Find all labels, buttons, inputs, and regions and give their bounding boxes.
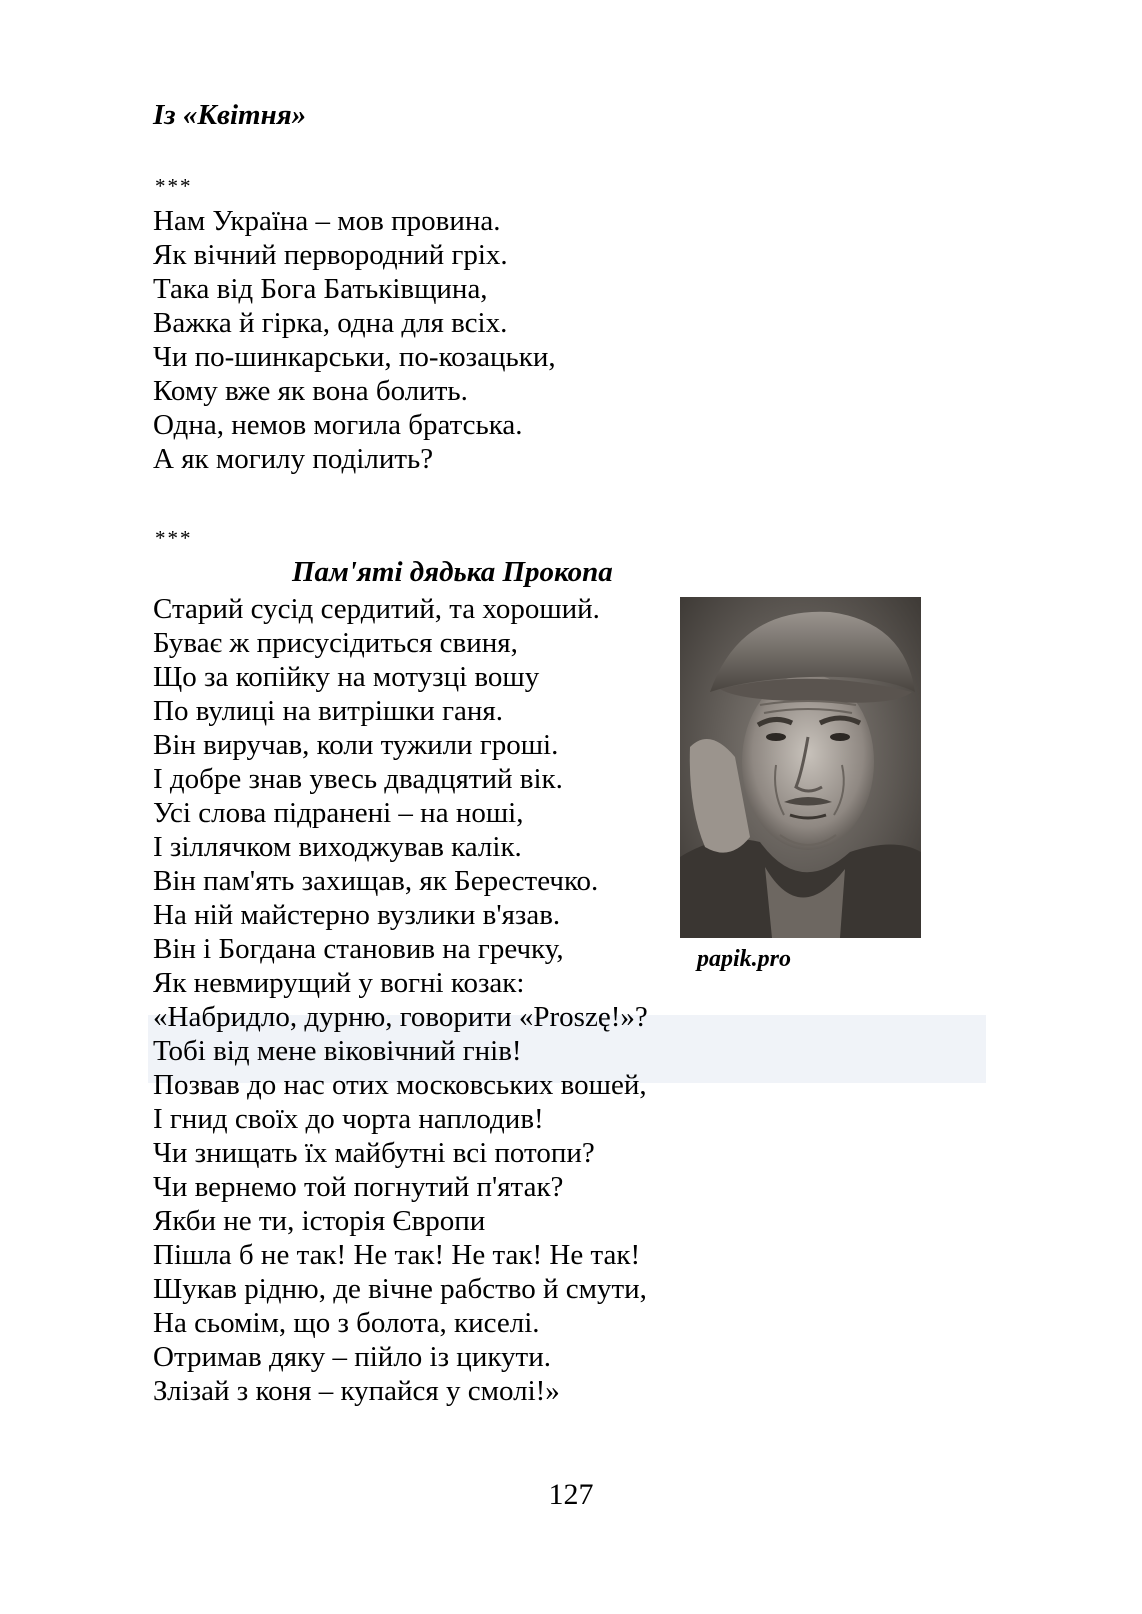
poem-line: Якби не ти, історія Європи bbox=[153, 1205, 486, 1237]
poem-title: Пам'яті дядька Прокопа bbox=[292, 556, 613, 588]
poem-line: Усі слова підранені – на ноші, bbox=[153, 797, 524, 829]
poem-line: Нам Україна – мов провина. bbox=[153, 205, 501, 237]
poem-line: Злізай з коня – купайся у смолі!» bbox=[153, 1375, 560, 1407]
poem-line: На сьомім, що з болота, киселі. bbox=[153, 1307, 540, 1339]
poem-line: Він пам'ять захищав, як Берестечко. bbox=[153, 865, 599, 897]
poem-line: «Набридло, дурню, говорити «Proszę!»? bbox=[153, 1001, 648, 1033]
poem-line: Що за копійку на мотузці вошу bbox=[153, 661, 540, 693]
poem-line: Чи знищать їх майбутні всі потопи? bbox=[153, 1137, 595, 1169]
poem-line: Старий сусід сердитий, та хороший. bbox=[153, 593, 600, 625]
poem-line: Чи по-шинкарськи, по-козацьки, bbox=[153, 341, 556, 373]
poem-line: Одна, немов могила братська. bbox=[153, 409, 523, 441]
poem-line: Шукав рідню, де вічне рабство й смути, bbox=[153, 1273, 647, 1305]
poem-line: Він і Богдана становив на гречку, bbox=[153, 933, 564, 965]
poem-line: По вулиці на витрішки ганя. bbox=[153, 695, 503, 727]
poem-line: Як невмирущий у вогні козак: bbox=[153, 967, 525, 999]
poem-line: А як могилу поділить? bbox=[153, 443, 434, 475]
poem-1 bbox=[153, 204, 556, 476]
poem-line: Тобі від мене віковічний гнів! bbox=[153, 1035, 522, 1067]
portrait-photo bbox=[680, 597, 921, 938]
poem-line: Така від Бога Батьківщина, bbox=[153, 273, 488, 305]
poem-line: Він виручав, коли тужили гроші. bbox=[153, 729, 559, 761]
separator-stars: *** bbox=[155, 526, 193, 550]
poem-line: Важка й гірка, одна для всіх. bbox=[153, 307, 508, 339]
page-number: 127 bbox=[548, 1478, 594, 1511]
poem-line: Буває ж присусідиться свиня, bbox=[153, 627, 518, 659]
section-title: Із «Квітня» bbox=[153, 99, 307, 131]
poem-line: І добре знав увесь двадцятий вік. bbox=[153, 763, 563, 795]
separator-stars: *** bbox=[155, 174, 193, 198]
poem-2 bbox=[153, 592, 648, 1408]
poem-line: І зіллячком виходжував калік. bbox=[153, 831, 522, 863]
poem-line: Отримав дяку – пійло із цикути. bbox=[153, 1341, 551, 1373]
poem-line: Пішла б не так! Не так! Не так! Не так! bbox=[153, 1239, 641, 1271]
poem-line: І гнид своїх до чорта наплодив! bbox=[153, 1103, 544, 1135]
photo-caption: papik.pro bbox=[697, 946, 792, 972]
poem-line: Кому вже як вона болить. bbox=[153, 375, 468, 407]
poem-line: На ній майстерно вузлики в'язав. bbox=[153, 899, 561, 931]
poem-line: Чи вернемо той погнутий п'ятак? bbox=[153, 1171, 564, 1203]
poem-line: Як вічний первородний гріх. bbox=[153, 239, 508, 271]
poem-line: Позвав до нас отих московських вошей, bbox=[153, 1069, 647, 1101]
